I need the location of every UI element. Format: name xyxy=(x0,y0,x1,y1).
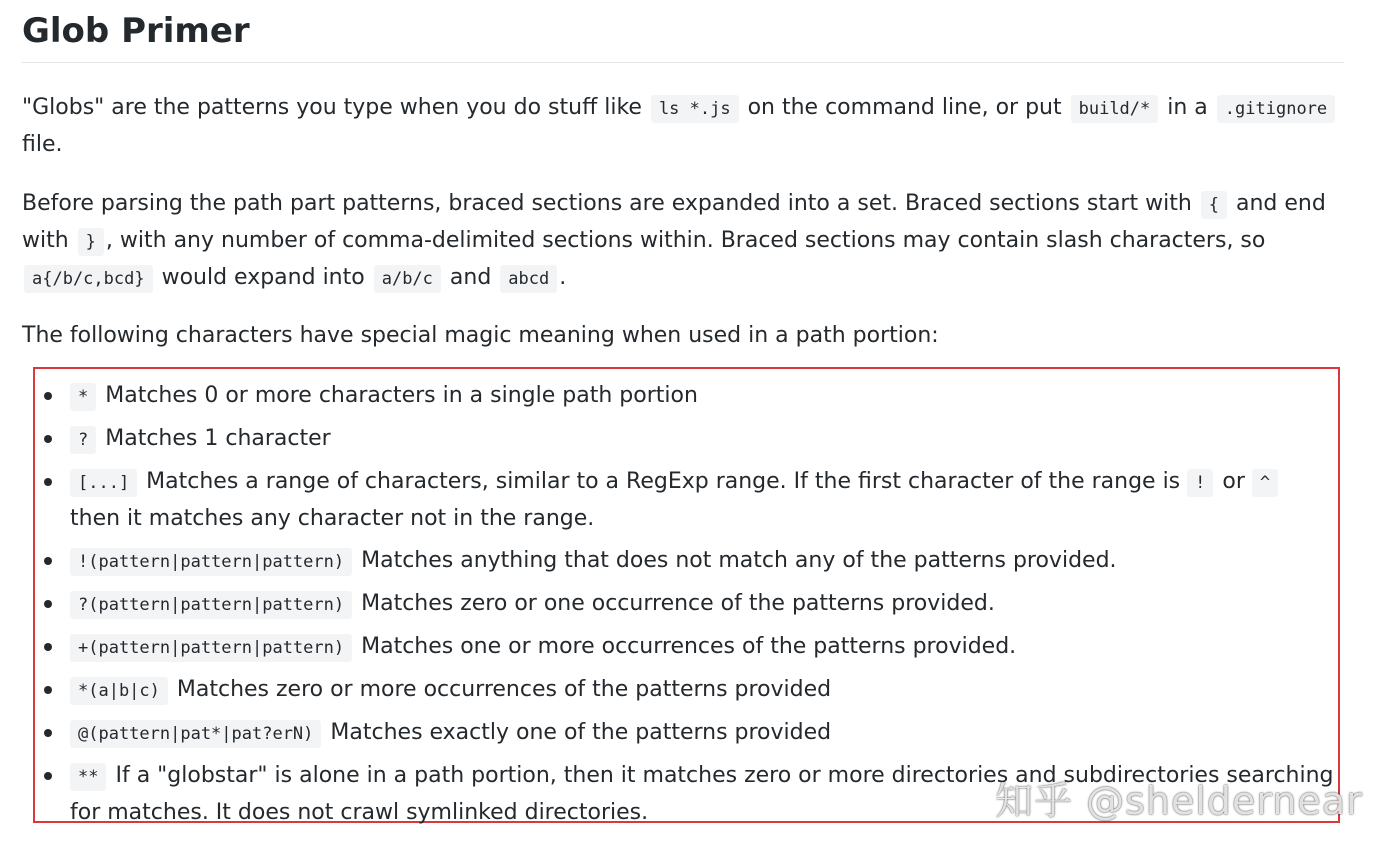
item-text: then it matches any character not in the range. xyxy=(70,506,595,531)
bullet-icon xyxy=(44,643,52,651)
bullet-icon xyxy=(44,478,52,486)
inline-code: ? xyxy=(70,426,96,454)
bullet-icon xyxy=(44,435,52,443)
list-item xyxy=(70,586,1334,623)
inline-code: .gitignore xyxy=(1217,95,1335,123)
list-item xyxy=(70,464,1334,537)
inline-code: abcd xyxy=(500,265,557,293)
item-text: Matches zero or one occurrence of the patterns provided. xyxy=(354,591,995,616)
text: "Globs" are the patterns you type when you do stuff like xyxy=(22,95,649,120)
inline-code: a/b/c xyxy=(374,265,441,293)
list-item xyxy=(70,378,1334,415)
list-item xyxy=(70,421,1334,458)
item-text: Matches exactly one of the patterns provided xyxy=(323,720,832,745)
bullet-icon xyxy=(44,729,52,737)
inline-code: * xyxy=(70,383,96,411)
item-text: or xyxy=(1215,469,1252,494)
text: in a xyxy=(1160,95,1215,120)
magic-intro-paragraph: The following characters have special magic meaning when used in a path portion: xyxy=(22,323,939,348)
text: Before parsing the path part patterns, braced sections are expanded into a set. Braced sections start with xyxy=(22,191,1199,216)
list-item xyxy=(70,543,1334,580)
item-text: If a "globstar" is alone in a path portion, then it matches zero or more directories and subdirectories searching for matches. It does not crawl symlinked directories. xyxy=(70,763,1334,825)
inline-code: +(pattern|pattern|pattern) xyxy=(70,634,352,662)
inline-code: @(pattern|pat*|pat?erN) xyxy=(70,720,321,748)
text: would expand into xyxy=(154,265,372,290)
brace-paragraph xyxy=(22,186,1344,297)
list-item xyxy=(70,629,1334,666)
list-item xyxy=(70,715,1334,752)
item-text: Matches one or more occurrences of the patterns provided. xyxy=(354,634,1017,659)
inline-code: ! xyxy=(1187,469,1213,497)
list-item xyxy=(70,672,1334,709)
item-text: Matches a range of characters, similar to a RegExp range. If the first character of the range is xyxy=(139,469,1188,494)
text: , with any number of comma-delimited sections within. Braced sections may contain slash characters, so xyxy=(105,228,1266,253)
item-text: Matches zero or more occurrences of the patterns provided xyxy=(169,677,832,702)
inline-code: { xyxy=(1201,191,1227,219)
bullet-icon xyxy=(44,600,52,608)
item-text: Matches anything that does not match any of the patterns provided. xyxy=(354,548,1117,573)
inline-code: ls *.js xyxy=(651,95,739,123)
inline-code: *(a|b|c) xyxy=(70,677,168,705)
bullet-icon xyxy=(44,557,52,565)
intro-paragraph xyxy=(22,90,1342,163)
inline-code: } xyxy=(78,228,104,256)
inline-code: ^ xyxy=(1252,469,1278,497)
magic-characters-list xyxy=(70,378,1334,837)
text: . xyxy=(559,265,567,290)
watermark: 知乎 @sheldernear xyxy=(995,779,1363,823)
section-heading: Glob Primer xyxy=(22,0,1344,63)
inline-code: ** xyxy=(70,763,106,791)
markdown-body xyxy=(22,0,1344,348)
text: on the command line, or put xyxy=(740,95,1069,120)
inline-code: [...] xyxy=(70,469,137,497)
text: file. xyxy=(22,132,63,157)
bullet-icon xyxy=(44,686,52,694)
inline-code: a{/b/c,bcd} xyxy=(24,265,153,293)
text: and xyxy=(442,265,499,290)
inline-code: build/* xyxy=(1071,95,1159,123)
inline-code: ?(pattern|pattern|pattern) xyxy=(70,591,352,619)
bullet-icon xyxy=(44,772,52,780)
item-text: Matches 1 character xyxy=(98,426,331,451)
text: and end with xyxy=(22,191,1326,253)
item-text: Matches 0 or more characters in a single path portion xyxy=(98,383,698,408)
inline-code: !(pattern|pattern|pattern) xyxy=(70,548,352,576)
bullet-icon xyxy=(44,392,52,400)
